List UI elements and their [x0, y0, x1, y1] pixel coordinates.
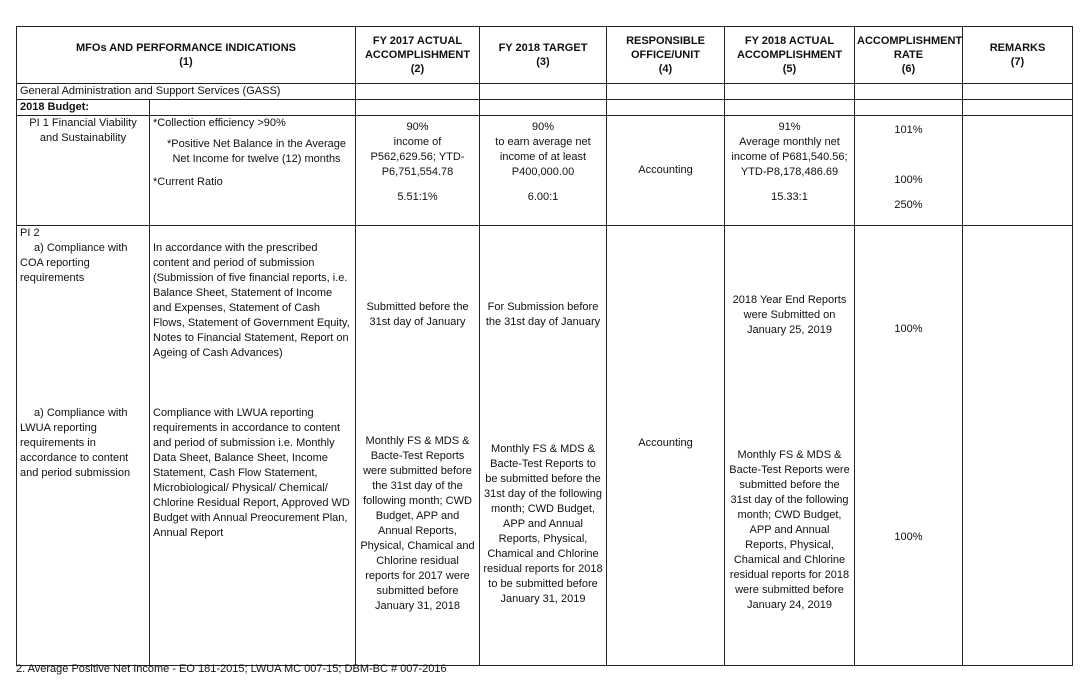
header-actual: FY 2018 ACTUAL ACCOMPLISHMENT (5) [725, 27, 855, 84]
budget-row [17, 100, 1073, 116]
header-mfo: MFOs AND PERFORMANCE INDICATIONS (1) [17, 27, 356, 84]
pi1-target: 90% to earn average net income of at least P400,000.00 6.00:1 [480, 116, 607, 226]
pi2-labels: PI 2 a) Compliance with COA reporting requirements a) Compliance with LWUA reporting requirements in accordance to content and period submission [17, 226, 150, 666]
pi1-actual: 91% Average monthly net income of P681,540.56; YTD-P8,178,486.69 15.33:1 [725, 116, 855, 226]
header-remarks: REMARKS (7) [963, 27, 1073, 84]
pi1-label: PI 1 Financial Viability and Sustainability [17, 116, 150, 226]
pi1-row [17, 116, 1073, 226]
pi2-actual: 2018 Year End Reports were Submitted on January 25, 2019 Monthly FS & MDS & Bacte-Test Reports were submitted before the 31st day of the following month; CWD Budget, APP and Annual Reports, Physical, Chamical and Chlorine residual reports for 2018 were submitted before January 24, 2019 [725, 226, 855, 666]
pi2-rates: 100% 100% [855, 226, 963, 666]
section-label: General Administration and Support Services (GASS) [17, 84, 356, 100]
header-office: RESPONSIBLE OFFICE/UNIT (4) [607, 27, 725, 84]
header-fy2017: FY 2017 ACTUAL ACCOMPLISHMENT (2) [356, 27, 480, 84]
pi2-indicators: In accordance with the prescribed content and period of submission (Submission of five financial reports, i.e. Balance Sheet, Statement of Income and Expenses, Statement of Cash Flows, Statement of Government Equity, Notes to Financial Statement, Report on Ageing of Cash Advances) Compliance with LWUA reporting requirements in accordance to content and period of submission i.e. Monthly Data Sheet, Balance Sheet, Income Statement, Cash Flow Statement, Microbiological/ Physical/ Chemical/ Chlorine Residual Report, Approved WD Budget with Annual Preocurement Plan, Annual Report [150, 226, 356, 666]
header-rate: ACCOMPLISHMENT RATE (6) [855, 27, 963, 84]
pi1-remarks [963, 116, 1073, 226]
pi2-row [17, 226, 1073, 666]
header-target: FY 2018 TARGET (3) [480, 27, 607, 84]
pi2-fy2017: Submitted before the 31st day of January Monthly FS & MDS & Bacte-Test Reports were submitted before the 31st day of the following month; CWD Budget, APP and Annual Reports, Physical, Chamical and Chlorine residual reports for 2017 were submitted before January 31, 2018 [356, 226, 480, 666]
pi1-office: Accounting [607, 116, 725, 226]
performance-table [16, 26, 1073, 666]
pi1-indicators: *Collection efficiency >90% *Positive Net Balance in the Average Net Income for twelve (12) months *Current Ratio [150, 116, 356, 226]
pi2-target: For Submission before the 31st day of January Monthly FS & MDS & Bacte-Test Reports to be submitted before the 31st day of the following month; CWD Budget, APP and Annual Reports, Physical, Chamical and Chlorine residual reports for 2018 to be submitted before January 31, 2019 [480, 226, 607, 666]
report-sheet [16, 26, 1072, 656]
pi2-office: Accounting [607, 226, 725, 666]
section-row [17, 84, 1073, 100]
budget-label: 2018 Budget: [17, 100, 150, 116]
pi2-remarks [963, 226, 1073, 666]
header-row [17, 27, 1073, 84]
pi1-fy2017: 90% income of P562,629.56; YTD- P6,751,554.78 5.51:1% [356, 116, 480, 226]
pi1-rates: 101% 100% 250% [855, 116, 963, 226]
footnote: 2. Average Positive Net Income - EO 181-2015; LWUA MC 007-15; DBM-BC # 007-2016 [16, 663, 447, 675]
